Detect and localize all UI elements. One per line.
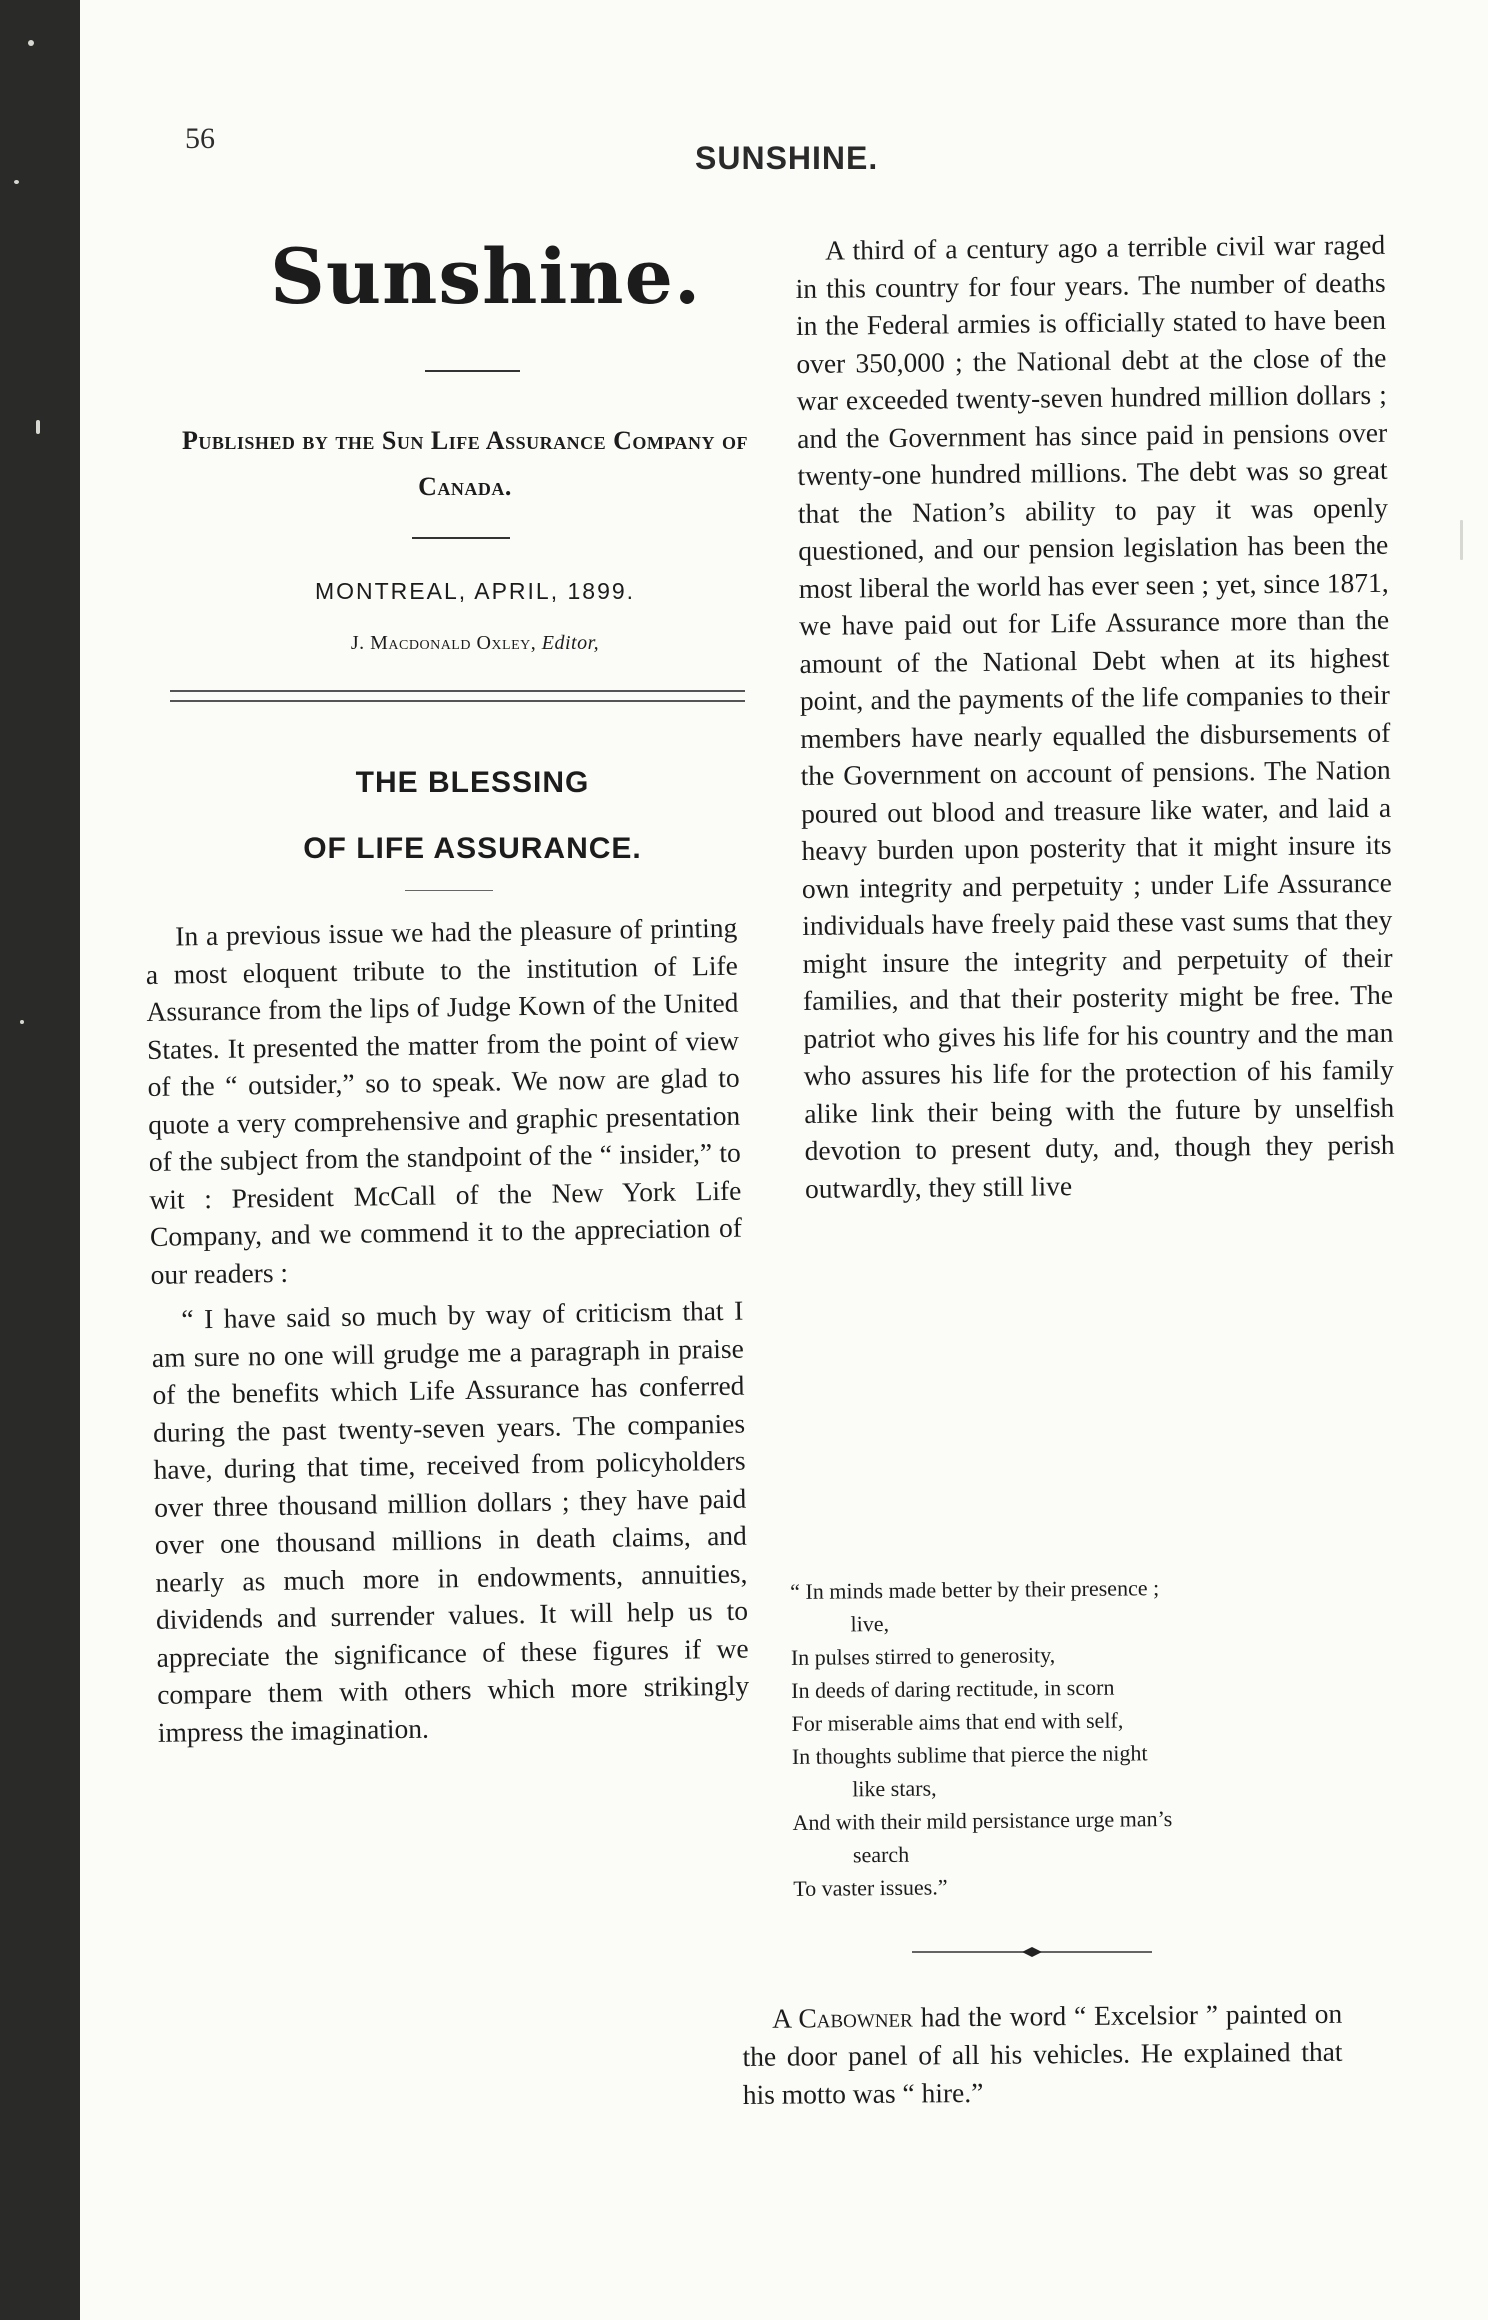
editor-name: J. Macdonald Oxley, bbox=[350, 632, 537, 654]
running-head: SUNSHINE. bbox=[695, 140, 879, 176]
poem-quote bbox=[790, 1569, 1353, 1905]
poem-line: “ In minds made better by their presence ; bbox=[790, 1575, 1160, 1604]
dust-speck bbox=[36, 420, 40, 434]
article-title bbox=[190, 750, 755, 882]
publisher-rule bbox=[412, 537, 510, 539]
poem-line: In deeds of daring rectitude, in scorn bbox=[791, 1674, 1115, 1703]
article-quote: “ I have said so much by way of criticism that I am sure no one will grudge me a paragraph in praise of the benefits which Life Assurance has conferred during the past twenty-seven years. The companies have, during that time, received from policyholders over three thousand million dollars ; they have paid over one thousand millions in death claims, and nearly as much more in endowments, annuities, dividends and surrender values. It will help us to appreciate the significance of these figures if we compare them with others which more strikingly impress the imagination. bbox=[151, 1294, 750, 1748]
dust-speck bbox=[14, 180, 19, 184]
editor-role: Editor, bbox=[541, 632, 600, 654]
ornament-divider bbox=[912, 1944, 1152, 1960]
page-number: 56 bbox=[185, 122, 215, 155]
publisher-line: Published by the Sun Life Assurance Company of Canada. bbox=[181, 426, 749, 501]
poem-line: search bbox=[852, 1841, 910, 1868]
title-rule bbox=[405, 890, 493, 891]
dust-speck bbox=[1460, 520, 1463, 560]
dateline: MONTREAL, APRIL, 1899. bbox=[314, 578, 636, 604]
poem-line: In thoughts sublime that pierce the night bbox=[791, 1740, 1148, 1769]
poem-line: like stars, bbox=[852, 1775, 937, 1802]
masthead-rule bbox=[425, 370, 520, 372]
article-title-line2: OF LIFE ASSURANCE. bbox=[303, 832, 642, 865]
editor-credit bbox=[200, 632, 750, 655]
article-continuation: A third of a century ago a terrible civil war raged in this country for four years. The number of deaths in the Federal armies is officially stated to have been over 350,000 ; the National debt at the close of the war exceeded twenty-seven hundred million dollars ; and the Government has since paid in pensions over twenty-one hundred millions. The debt was so great that the Nation’s ability to pay it was openly questioned, and our pension legislation has been the most liberal the world has ever seen ; yet, since 1871, we have paid out for Life Assurance more than the amount of the National Debt when at its highest point, and the payments of the life companies to their members have nearly equalled the disbursements of the Government on account of pensions. The Nation poured out blood and treasure like water, and laid a heavy burden upon posterity that it might insure its own integrity and perpetuity ; under Life Assurance individuals have freely paid these vast sums that they might insure the integrity and perpetuity of their families, and that their posterity might be free. The patriot who gives his life for his country and the man who assures his life for the protection of his family alike link their being with the future by unselfish devotion to present duty, and, though they perish outwardly, they still live bbox=[795, 228, 1395, 1204]
dust-speck bbox=[20, 1020, 24, 1024]
poem-line: To vaster issues.” bbox=[793, 1874, 948, 1901]
anecdote-lead: A Cabowner bbox=[772, 2001, 913, 2034]
poem-line: live, bbox=[850, 1610, 890, 1637]
left-column-body bbox=[145, 909, 750, 1751]
section-double-rule bbox=[170, 690, 745, 702]
article-title-line1: THE BLESSING bbox=[355, 766, 590, 799]
poem-line: And with their mild persistance urge man’s bbox=[792, 1806, 1173, 1835]
anecdote-text: had the word “ Excelsior ” painted on the door panel of all his vehicles. He explained that his motto was “ hire.” bbox=[742, 1997, 1343, 2110]
dust-speck bbox=[28, 40, 34, 46]
article-intro: In a previous issue we had the pleasure of printing a most eloquent tribute to the institution of Life Assurance from the lips of Judge Kown of the United States. It presented the matter from the point of view of the “ outsider,” so to speak. We now are glad to quote a very comprehensive and graphic presentation of the subject from the standpoint of the “ insider,” to wit : President McCall of the New York Life Company, and we commend it to the appreciation of our readers : bbox=[145, 911, 743, 1290]
anecdote bbox=[742, 1995, 1343, 2114]
masthead-title: Sunshine. bbox=[270, 232, 702, 321]
right-column-body bbox=[795, 226, 1395, 1207]
poem-line: For miserable aims that end with self, bbox=[791, 1707, 1124, 1736]
poem-line: In pulses stirred to generosity, bbox=[790, 1642, 1056, 1670]
